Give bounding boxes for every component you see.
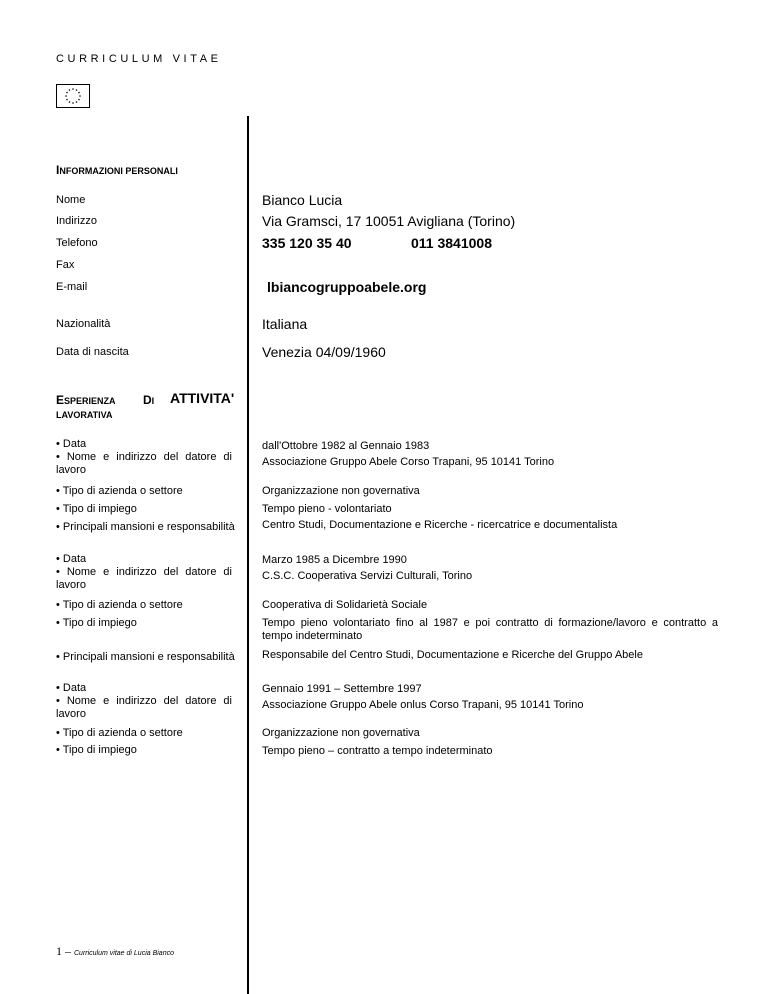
- label-fax: Fax: [56, 259, 75, 271]
- label-nazionalita: Nazionalità: [56, 318, 111, 330]
- entry-2-duties: Responsabile del Centro Studi, Documentazione e Ricerche del Gruppo Abele: [262, 649, 643, 661]
- label-email: E-mail: [56, 281, 88, 293]
- eu-flag-logo: [56, 84, 90, 108]
- entry-1-employment: Tempo pieno - volontariato: [262, 503, 392, 515]
- experience-title-word3: ATTIVITA': [170, 390, 235, 406]
- label-data-nascita: Data di nascita: [56, 346, 129, 358]
- entry-3-labels: [56, 682, 232, 721]
- value-indirizzo: Via Gramsci, 17 10051 Avigliana (Torino): [262, 213, 516, 229]
- entry-1-labels: [56, 438, 232, 477]
- entry-2-type: Cooperativa di Solidarietà Sociale: [262, 599, 428, 611]
- label-telefono: Telefono: [56, 237, 98, 249]
- entry-label: • Data: [56, 438, 87, 450]
- entry-label: • Tipo di impiego: [56, 503, 137, 515]
- entry-label: • Data: [56, 682, 87, 694]
- page-number: 1: [56, 944, 62, 958]
- entry-label: • Tipo di azienda o settore: [56, 485, 183, 497]
- entry-label: • Tipo di impiego: [56, 744, 137, 756]
- entry-3-employer: Associazione Gruppo Abele onlus Corso Trapani, 95 10141 Torino: [262, 699, 584, 711]
- personal-section-title: INFORMAZIONI PERSONALI: [56, 163, 178, 177]
- entry-label: • Tipo di azienda o settore: [56, 599, 183, 611]
- entry-label: lavoro: [56, 708, 86, 720]
- entry-label: lavoro: [56, 464, 86, 476]
- value-email: lbiancogruppoabele.org: [267, 279, 427, 295]
- column-divider: [247, 116, 249, 994]
- entry-2-date: Marzo 1985 a Dicembre 1990: [262, 554, 407, 566]
- footer-caption: Curriculum vitae di Lucia Bianco: [74, 950, 174, 957]
- label-indirizzo: Indirizzo: [56, 215, 97, 227]
- entry-2-employment: [262, 617, 718, 643]
- cv-title: CURRICULUM VITAE: [56, 53, 222, 65]
- value-telefono-2: 011 3841008: [411, 235, 492, 251]
- value-telefono: 335 120 35 40: [262, 235, 352, 251]
- entry-3-employment: Tempo pieno – contratto a tempo indeterminato: [262, 745, 493, 757]
- entry-2-labels: [56, 553, 232, 592]
- entry-label: • Tipo di impiego: [56, 617, 137, 629]
- experience-title-word2: DI: [143, 393, 155, 407]
- entry-label: • Principali mansioni e responsabilità: [56, 651, 235, 663]
- entry-2-employment-line1: Tempo pieno volontariato fino al 1987 e poi contratto di formazione/lavoro e contratto a: [262, 617, 718, 629]
- value-nazionalita: Italiana: [262, 316, 308, 332]
- entry-1-type: Organizzazione non governativa: [262, 485, 420, 497]
- entry-label: • Nome e indirizzo del datore di: [56, 566, 232, 578]
- entry-label: • Nome e indirizzo del datore di: [56, 695, 232, 707]
- entry-1-duties: Centro Studi, Documentazione e Ricerche - ricercatrice e documentalista: [262, 519, 618, 531]
- entry-label: • Nome e indirizzo del datore di: [56, 451, 232, 463]
- entry-3-date: Gennaio 1991 – Settembre 1997: [262, 683, 422, 695]
- value-nome: Bianco Lucia: [262, 192, 343, 208]
- experience-title-line2: LAVORATIVA: [56, 410, 113, 420]
- footer-separator: –: [62, 944, 74, 958]
- entry-1-date: dall'Ottobre 1982 al Gennaio 1983: [262, 440, 430, 452]
- entry-1-employer: Associazione Gruppo Abele Corso Trapani, 95 10141 Torino: [262, 456, 555, 468]
- page-footer: [56, 944, 174, 959]
- entry-2-employer: C.S.C. Cooperativa Servizi Culturali, Torino: [262, 570, 473, 582]
- entry-3-type: Organizzazione non governativa: [262, 727, 420, 739]
- entry-label: • Data: [56, 553, 87, 565]
- experience-title-word1: ESPERIENZA: [56, 393, 116, 407]
- entry-label: • Principali mansioni e responsabilità: [56, 521, 235, 533]
- entry-label: • Tipo di azienda o settore: [56, 727, 183, 739]
- label-nome: Nome: [56, 194, 86, 206]
- value-data-nascita: Venezia 04/09/1960: [262, 344, 386, 360]
- entry-label: lavoro: [56, 579, 86, 591]
- entry-2-employment-line2: tempo indeterminato: [262, 630, 363, 642]
